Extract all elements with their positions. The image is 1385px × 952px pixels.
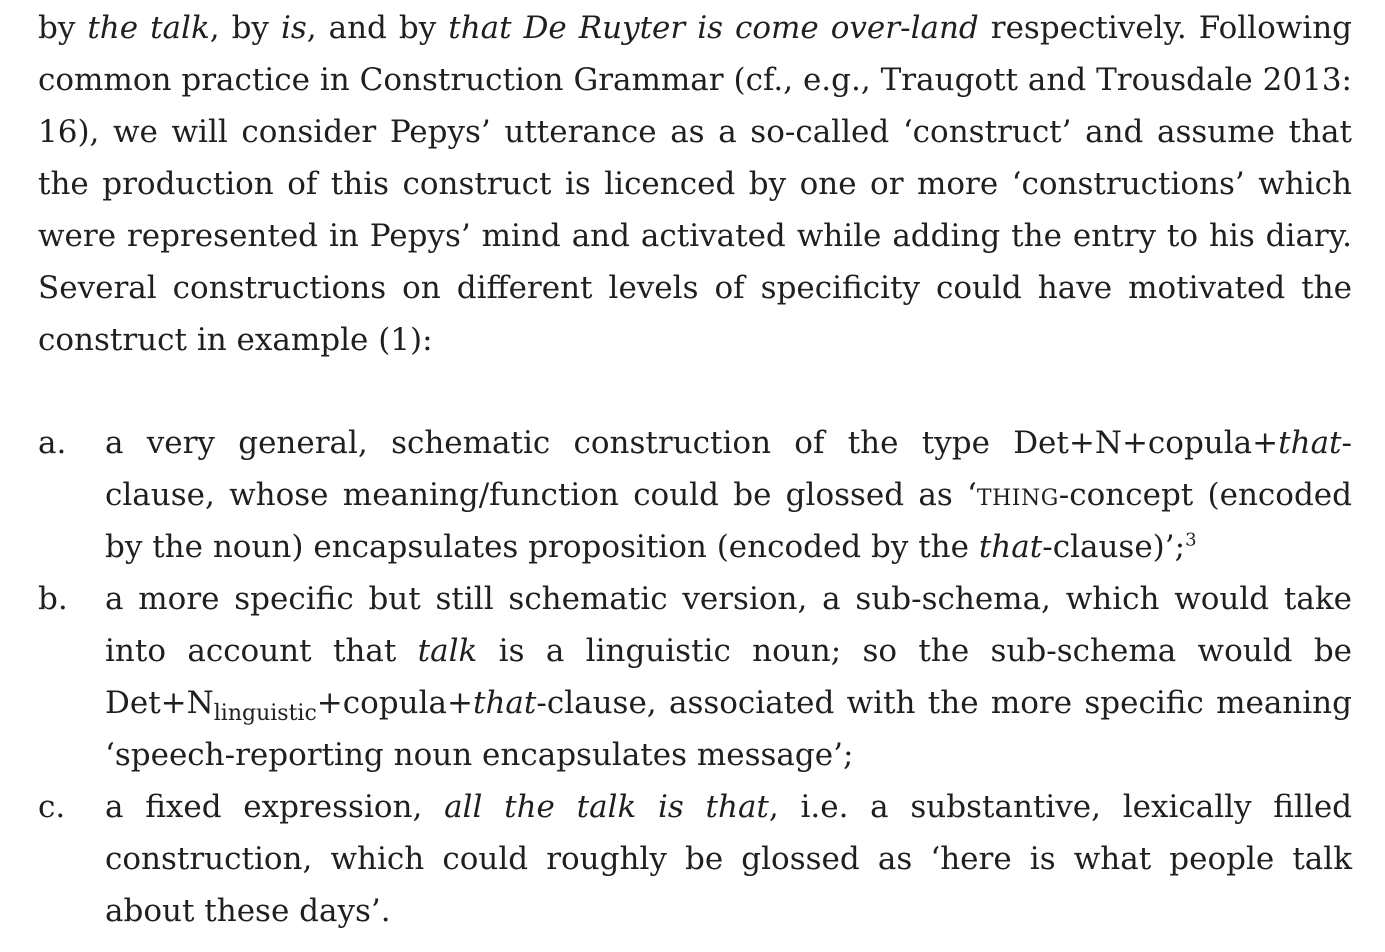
italic-term: that — [472, 685, 537, 721]
list-item-text — [105, 417, 1352, 573]
construction-list — [38, 417, 1352, 937]
footnote-marker[interactable]: 3 — [1185, 529, 1197, 551]
item-text-run: -concept (encoded by the noun) encapsulates proposition (encoded by the — [105, 477, 1352, 565]
list-item-c — [38, 781, 1352, 937]
small-caps-term: thing — [976, 477, 1059, 513]
paragraph-text: respectively. Following common practice in Construction Grammar (cf., e.g., Traugott and Trousdale 2013: 16), we will consider Pepys’ utterance as a so-called ‘construct’ and assume that the production of this construct is licenced by one or more ‘constructions’ which were represented in Pepys’ mind and activated while adding the entry to his diary. Several constructions on different levels of specificity could have motivated the construct in example (1): — [38, 10, 1353, 358]
subscript-term: linguistic — [213, 701, 317, 727]
item-text-run: -clause, whose meaning/function could be glossed as ‘ — [105, 425, 1352, 513]
italic-term: all the talk is that — [444, 789, 769, 825]
item-text-run: is a linguistic noun; so the sub-schema would be Det+N — [105, 633, 1353, 721]
item-text-run: +copula+ — [316, 685, 473, 721]
body-paragraph — [38, 0, 1352, 366]
list-item-a — [38, 417, 1352, 573]
item-text-run: a fixed expression, — [105, 789, 445, 825]
list-marker: c. — [38, 789, 66, 825]
italic-example: that De Ruyter is come over-land — [448, 10, 979, 46]
paragraph-text: by — [38, 10, 88, 46]
paragraph-text: , by — [209, 10, 281, 46]
page-body — [38, 0, 1352, 937]
item-text-run: a very general, schematic construction of the type Det+N+copula+ — [105, 425, 1279, 461]
list-item-b — [38, 573, 1352, 781]
list-marker: b. — [38, 581, 68, 617]
list-marker: a. — [38, 425, 67, 461]
list-item-text — [105, 781, 1352, 937]
item-text-run: a more specific but still schematic version, a sub-schema, which would take into account that — [105, 581, 1352, 669]
list-item-text — [105, 573, 1352, 781]
item-text-run: -clause, associated with the more specific meaning ‘speech-reporting noun encapsulates message’; — [105, 685, 1352, 773]
italic-example: is — [280, 10, 307, 46]
italic-term: talk — [417, 633, 478, 669]
paragraph-text: , and by — [306, 10, 449, 46]
item-text-run: , i.e. a substantive, lexically filled construction, which could roughly be glossed as ‘here is what people talk about these days’. — [105, 789, 1353, 929]
item-text-run: -clause)’; — [1042, 529, 1186, 565]
italic-term: that — [1278, 425, 1342, 461]
italic-term: that — [978, 529, 1043, 565]
italic-example: the talk — [87, 10, 210, 46]
